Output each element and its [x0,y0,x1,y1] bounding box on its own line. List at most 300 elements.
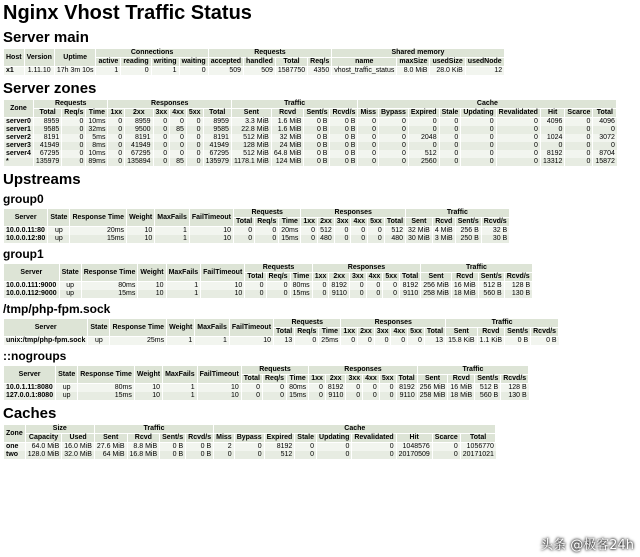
table-cell: 0 B [330,150,358,158]
table-cell: 0 [408,118,439,127]
table-cell: 0 [121,67,151,76]
table-cell: 0 [234,235,255,243]
table-cell: 0 [383,282,400,291]
table-cell: 10 [138,290,166,298]
table-cell: 8959 [203,118,231,127]
table-cell: 256 MiB [417,384,448,393]
server-zones-heading: Server zones [3,80,97,97]
table-cell: 0 [540,142,564,150]
table-cell: 0 [439,118,461,127]
table-cell: 0 [170,142,187,150]
col-1xx: 1xx [108,109,125,118]
col-3xx: 3xx [153,109,170,118]
col-active: active [96,58,121,67]
table-cell: 85 [170,126,187,134]
table-cell: 8192 [264,443,295,452]
table-cell: 0 [358,118,379,127]
col-sent: Sent [94,434,127,443]
table-cell: 3.3 MiB [231,118,271,127]
table-cell: 0 [295,451,317,459]
table-cell: 0 [461,150,496,158]
table-row [4,392,529,400]
table-cell: 1.6 MiB [271,126,304,134]
table-cell: 480 [318,235,335,243]
col-failtimeout: FailTimeout [189,209,233,227]
table-cell: 256 B [455,227,481,236]
table-cell: 16.8 MiB [127,451,160,459]
group-cache: Cache [358,100,617,109]
table-cell: 0 [358,150,379,158]
table-cell: 0 [179,67,208,76]
table-cell: 0 [295,443,317,452]
caches-heading: Caches [3,405,57,422]
table-row [4,337,559,346]
col-zone: Zone [4,425,26,443]
table-cell: 67295 [33,150,61,158]
table-cell: 18 MiB [451,290,478,298]
col-stale: Stale [439,109,461,118]
table-cell: 0 B [330,142,358,150]
table-cell: 0 [62,150,86,158]
table-cell: 1 [166,290,201,298]
table-cell: 0 [266,290,290,298]
table-cell: 20171021 [460,451,496,459]
table-cell: 0 B [186,451,214,459]
col-rcvd: Rcvd [448,375,475,384]
table-cell: 3 MiB [432,235,455,243]
group-traffic: Traffic [446,319,559,328]
table-cell: 16.0 MiB [62,443,95,452]
table-cell: 32.0 MiB [62,451,95,459]
table-cell: 0 [358,337,375,346]
server-zones-subheader [4,109,617,118]
table-row [4,118,617,127]
table-row [4,227,510,236]
table-cell: 16 MiB [448,384,475,393]
table-cell: 2560 [408,158,439,166]
table-cell: 15ms [290,290,312,298]
table-cell: 1024 [540,134,564,142]
table-cell: 2 [214,443,235,452]
table-cell: 0 [540,126,564,134]
table-cell: 0 [439,126,461,134]
table-cell: 0 [379,158,409,166]
group-requests: Requests [241,366,308,375]
table-cell: 10 [127,227,155,236]
col-total: Total [424,328,445,337]
table-cell: 8191 [33,134,61,142]
table-cell: 5ms [86,134,108,142]
col-zone: Zone [4,100,34,118]
table-cell: 8191 [125,134,153,142]
col-revalidated: Revalidated [496,109,540,118]
table-cell: 64.0 MiB [25,443,62,452]
col-total: Total [234,218,255,227]
table-cell: 89ms [86,158,108,166]
table-cell: 24 MiB [271,142,304,150]
table-cell: 512 MiB [231,134,271,142]
table-row [4,158,617,166]
table-cell: 124 MiB [271,158,304,166]
group-responses: Responses [309,366,418,375]
table-cell: 0 [234,451,264,459]
table-cell: 9585 [203,126,231,134]
table-cell: 0 [108,118,125,127]
table-cell: 15ms [70,235,127,243]
table-cell: 0 [461,158,496,166]
col-3xx: 3xx [334,218,351,227]
table-cell: 0 [62,134,86,142]
group-traffic: Traffic [417,366,528,375]
table-cell: 15ms [287,392,309,400]
table-cell: 512 [264,451,295,459]
upstream-group-name: group0 [3,192,44,206]
table-cell: 0 [565,142,593,150]
col-sent: Sent [417,375,448,384]
table-cell: 41949 [125,142,153,150]
table-cell: 1 [155,227,190,236]
table-cell: 0 [374,337,391,346]
table-cell: 16 MiB [451,282,478,291]
table-cell: 0 [496,142,540,150]
col-time: Time [279,218,301,227]
table-row [4,142,617,150]
table-cell: 0 B [304,134,330,142]
table-cell: 0 B [330,158,358,166]
table-cell: 64.8 MiB [271,150,304,158]
table-cell: two [4,451,26,459]
table-cell: 32 MiB [406,227,433,236]
table-cell: 0 [62,126,86,134]
col-bypass: Bypass [234,434,264,443]
table-cell: 0 [496,134,540,142]
table-cell: 0 [358,126,379,134]
upstream-body [4,282,533,299]
table-cell: 67295 [125,150,153,158]
table-cell: 0 [234,443,264,452]
table-cell: 0 [352,443,396,452]
col-total: Total [275,58,307,67]
table-cell: 0 [317,451,352,459]
header-row [4,319,559,328]
table-cell: 8192 [400,282,421,291]
table-cell: 10ms [86,118,108,127]
table-cell: 4350 [308,67,332,76]
table-cell: server3 [4,142,34,150]
col-scarce: Scarce [432,434,460,443]
col-sent-s: Sent/s [455,218,481,227]
col-response-time: Response Time [70,209,127,227]
table-cell: 10 [201,282,245,291]
group-traffic: Traffic [406,209,510,218]
group-traffic: Traffic [231,100,358,109]
col-waiting: waiting [179,58,208,67]
table-cell: 0 B [330,134,358,142]
table-cell: 8.8 MiB [127,443,160,452]
table-cell: 0 [241,392,262,400]
group-traffic: Traffic [421,264,532,273]
table-cell: 128 B [501,384,529,393]
table-cell: 9500 [125,126,153,134]
col-usedsize: usedSize [430,58,465,67]
table-cell: up [56,392,78,400]
col-server: Server [4,319,88,337]
table-cell: 0 [62,158,86,166]
table-row [4,443,496,452]
col-maxfails: MaxFails [195,319,230,337]
table-cell: 128 B [504,282,532,291]
col-total: Total [384,218,405,227]
table-row [4,150,617,158]
table-cell: 509 [244,67,276,76]
col-failtimeout: FailTimeout [197,366,241,384]
table-cell: 9110 [325,392,346,400]
group-traffic: Traffic [94,425,213,434]
table-cell: 1056770 [460,443,496,452]
table-cell: 0 [461,118,496,127]
table-cell: 0 [170,150,187,158]
table-cell: 0 [170,134,187,142]
upstream-body [4,337,559,346]
table-cell: 80ms [287,384,309,393]
group-requests: Requests [33,100,108,109]
table-cell: 0 [379,150,409,158]
table-cell: 67295 [203,150,231,158]
col-rcvd-s: Rcvd/s [330,109,358,118]
table-cell: 10.0.0.12:80 [4,235,48,243]
table-cell: 0 [363,392,380,400]
table-cell: 0 [153,134,170,142]
table-cell: 10.0.0.111:9000 [4,282,60,291]
table-cell: 10 [134,384,162,393]
upstream-table [3,208,510,243]
table-cell: 1 [155,235,190,243]
table-row [4,384,529,393]
table-cell: 20ms [70,227,127,236]
upstreams-heading: Upstreams [3,171,81,188]
table-cell: 0 [341,337,358,346]
table-cell: 4 MiB [432,227,455,236]
col-reading: reading [121,58,151,67]
group-responses: Responses [341,319,446,328]
table-cell: 0 [234,227,255,236]
col-total: Total [241,375,262,384]
table-cell: 0 [461,126,496,134]
table-row [4,134,617,142]
col-time: Time [290,273,312,282]
table-row [4,290,533,298]
table-cell: 0 [432,451,460,459]
table-row [4,235,510,243]
table-cell: 258 MiB [417,392,448,400]
col-weight: Weight [134,366,162,384]
table-cell: 41949 [33,142,61,150]
table-cell: server2 [4,134,34,142]
table-cell: 0 [214,451,235,459]
group-requests: Requests [234,209,301,218]
table-cell: 560 B [478,290,504,298]
table-cell: 0 [351,235,368,243]
col-sent: Sent [421,273,452,282]
table-cell: 0 [153,118,170,127]
table-cell: 9110 [329,290,350,298]
table-cell: 0 [312,282,329,291]
table-cell: 0 [351,227,368,236]
col-rcvd-s: Rcvd/s [186,434,214,443]
table-cell: 0 [62,118,86,127]
watermark: 头条 @极客24h [540,538,634,553]
table-cell: 3072 [593,134,617,142]
col-updating: Updating [461,109,496,118]
table-cell: 1.11.10 [24,67,54,76]
col-state: State [56,366,78,384]
col-total: Total [396,375,417,384]
table-cell: 0 [186,158,203,166]
table-cell: 0 [368,235,385,243]
table-cell: 512 [384,227,405,236]
upstream-table [3,318,559,345]
col-5xx: 5xx [408,328,425,337]
table-cell: 10 [201,290,245,298]
table-cell: 1.6 MiB [271,118,304,127]
table-cell: 0 [317,443,352,452]
server-zones-body [4,118,617,167]
table-cell: 0 [108,142,125,150]
upstream-table [3,365,529,400]
table-cell: 0 [565,150,593,158]
table-cell: 0 [496,118,540,127]
table-cell: 10.0.0.112:9000 [4,290,60,298]
col-req-s: Req/s [263,375,287,384]
table-cell: 0 B [186,443,214,452]
caches-body [4,443,496,460]
col-total: Total [274,328,295,337]
table-cell: 258 MiB [421,290,452,298]
table-cell: 0 [461,134,496,142]
col-version: Version [24,49,54,67]
table-cell: 10 [197,384,241,393]
table-cell: 0 [241,384,262,393]
table-cell: 0 [245,282,266,291]
table-cell: 1 [195,337,230,346]
col-rcvd: Rcvd [271,109,304,118]
col-3xx: 3xx [374,328,391,337]
table-cell: up [59,290,81,298]
col-weight: Weight [127,209,155,227]
col-expired: Expired [264,434,295,443]
col-rcvd: Rcvd [432,218,455,227]
table-cell: 0 [565,126,593,134]
table-cell: 480 [384,235,405,243]
table-cell: 30 B [481,235,509,243]
table-cell: 0 [496,158,540,166]
table-cell: 25ms [319,337,341,346]
table-cell: 0 [565,134,593,142]
table-cell: 128.0 MiB [25,451,62,459]
table-cell: 0 [153,158,170,166]
group-responses: Responses [108,100,231,109]
table-cell: 130 B [501,392,529,400]
table-cell: 17h 3m 10s [54,67,96,76]
table-cell: up [59,282,81,291]
table-cell: 8959 [33,118,61,127]
table-cell: 127.0.0.1:8080 [4,392,56,400]
table-cell: 10 [189,227,233,236]
table-cell: 10 [138,282,166,291]
table-cell: 0 [186,118,203,127]
table-cell: 13 [424,337,445,346]
table-cell: 25ms [110,337,167,346]
table-cell: 1 [163,392,198,400]
table-cell: 8192 [329,282,350,291]
col-miss: Miss [358,109,379,118]
group-responses: Responses [301,209,406,218]
table-cell: 512 B [475,384,501,393]
col-response-time: Response Time [78,366,135,384]
table-cell: 80ms [290,282,312,291]
table-cell: 10.0.0.11:80 [4,227,48,236]
table-cell: 0 [439,134,461,142]
table-cell: 0 [153,142,170,150]
group-requests: Requests [208,49,332,58]
table-cell: 512 [318,227,335,236]
col-rcvd: Rcvd [127,434,160,443]
table-cell: 0 B [304,150,330,158]
table-cell: 30 MiB [406,235,433,243]
upstream-groups [3,192,637,400]
col-expired: Expired [408,109,439,118]
col-maxsize: maxSize [397,58,430,67]
table-cell: 0 [439,150,461,158]
col-maxfails: MaxFails [163,366,198,384]
table-cell: one [4,443,26,452]
table-cell: 0 B [160,443,186,452]
group-requests: Requests [274,319,341,328]
caches-table [3,424,496,459]
table-cell: 10.0.1.11:8080 [4,384,56,393]
col-4xx: 4xx [391,328,408,337]
table-cell: 509 [208,67,243,76]
col-2xx: 2xx [325,375,346,384]
table-cell: 8192 [325,384,346,393]
col-5xx: 5xx [186,109,203,118]
col-req-s: Req/s [266,273,290,282]
col-weight: Weight [167,319,195,337]
table-cell: 15ms [279,235,301,243]
upstream-table [3,263,533,298]
table-cell: up [56,384,78,393]
col-1xx: 1xx [309,375,326,384]
table-cell: vhost_traffic_status [332,67,397,76]
server-zones-table [3,99,617,166]
table-cell: 0 B [505,337,531,346]
table-cell: 9110 [400,290,421,298]
col-req-s: Req/s [62,109,86,118]
table-cell: 0 [255,227,279,236]
col-3xx: 3xx [346,375,363,384]
table-cell: up [48,235,70,243]
table-cell: 13 [274,337,295,346]
table-cell: 0 [565,118,593,127]
table-cell: 0 [349,282,366,291]
table-cell: 0 [439,158,461,166]
table-cell: 0 [363,384,380,393]
col-2xx: 2xx [358,328,375,337]
upstream-group-name: group1 [3,247,44,261]
table-cell: 1178.1 MiB [231,158,271,166]
table-cell: 10 [197,392,241,400]
table-cell: 0 [108,158,125,166]
